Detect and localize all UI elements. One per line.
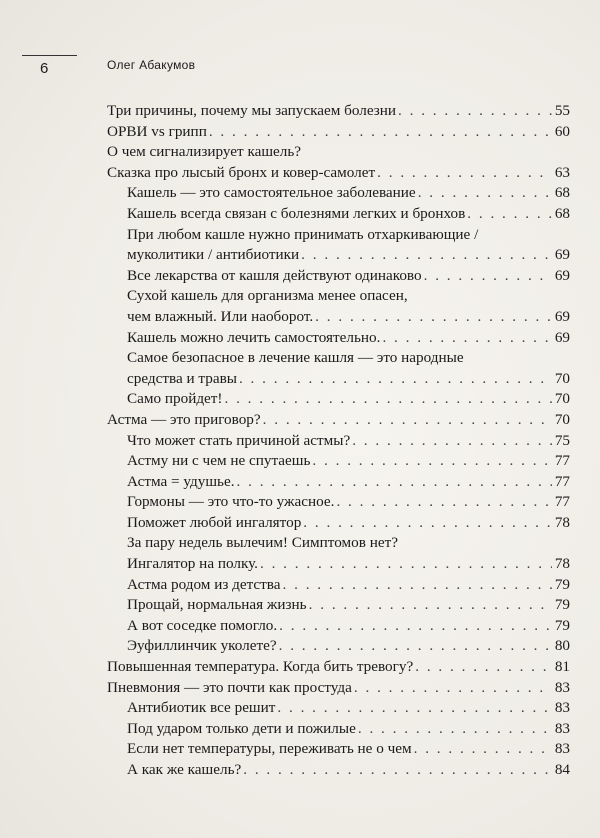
toc-entry — [107, 431, 570, 452]
toc-entry-title: Сказка про лысый бронх и ковер-самолет — [107, 163, 376, 181]
toc-entry-page: 80 — [554, 637, 570, 655]
toc-entry-title: Ингалятор на полку. — [127, 555, 258, 573]
toc-entry — [107, 307, 570, 328]
toc-leader-dots — [301, 245, 552, 266]
toc-leader-dots — [239, 369, 552, 390]
toc-leader-dots — [243, 760, 552, 781]
toc-leader-dots — [418, 183, 552, 204]
toc-entry — [107, 410, 570, 431]
toc-entry-title: Прощай, нормальная жизнь — [127, 596, 307, 614]
toc-entry — [107, 616, 570, 637]
toc-entry — [107, 739, 570, 760]
toc-entry — [107, 389, 570, 410]
toc-entry — [107, 554, 570, 575]
toc-entry-title: муколитики / антибиотики — [127, 246, 300, 264]
toc-entry-page: 78 — [554, 555, 570, 573]
toc-entry — [107, 245, 570, 266]
toc-entry-title: Антибиотик все решит — [127, 699, 276, 717]
toc-leader-dots — [315, 307, 552, 328]
toc-entry-title: чем влажный. Или наоборот. — [127, 307, 314, 325]
toc-entry — [107, 513, 570, 534]
toc-entry — [107, 183, 570, 204]
toc-entry-title: средства и травы — [127, 369, 237, 387]
toc-entry — [107, 328, 570, 349]
toc-entry-title: Если нет температуры, переживать не о чем — [127, 740, 412, 758]
toc-entry — [107, 636, 570, 657]
toc-entry — [107, 204, 570, 225]
toc-entry-title: Сухой кашель для организма менее опасен, — [127, 287, 408, 305]
toc-entry-title: Под ударом только дети и пожилые — [127, 719, 356, 737]
toc-entry — [107, 101, 570, 122]
toc-entry — [107, 719, 570, 740]
toc-entry-page: 69 — [554, 266, 570, 284]
toc-entry-title: Астму ни с чем не спутаешь — [127, 452, 311, 470]
toc-leader-dots — [354, 678, 552, 699]
toc-entry-page: 83 — [554, 699, 570, 717]
toc-entry-title: Что может стать причиной астмы? — [127, 431, 351, 449]
toc-entry-title: За пару недель вылечим! Симптомов нет? — [127, 534, 398, 552]
toc-entry-page: 77 — [554, 472, 570, 490]
toc-entry — [107, 348, 570, 369]
toc-entry-title: А как же кашель? — [127, 761, 242, 778]
toc-entry-page: 69 — [554, 246, 570, 264]
toc-entry-title: ОРВИ vs грипп — [107, 122, 207, 140]
toc-entry-page: 81 — [554, 658, 570, 676]
toc-leader-dots — [377, 163, 552, 184]
toc-leader-dots — [303, 513, 552, 534]
toc-entry-page: 77 — [554, 452, 570, 470]
toc-leader-dots — [415, 657, 552, 678]
toc-leader-dots — [260, 554, 552, 575]
toc-entry-page: 70 — [554, 410, 570, 428]
toc-entry-title: Кашель всегда связан с болезнями легких и бронхов — [127, 204, 466, 222]
toc-entry-title: Три причины, почему мы запускаем болезни — [107, 102, 396, 119]
toc-leader-dots — [279, 636, 552, 657]
toc-entry — [107, 286, 570, 307]
toc-leader-dots — [309, 595, 552, 616]
toc-entry-page: 60 — [554, 122, 570, 140]
toc-entry-title: Астма — это приговор? — [107, 410, 261, 428]
toc-entry-title: Астма родом из детства — [127, 575, 281, 593]
toc-entry-page: 70 — [554, 390, 570, 408]
toc-entry-page: 68 — [554, 204, 570, 222]
toc-leader-dots — [424, 266, 552, 287]
toc-entry-page: 83 — [554, 678, 570, 696]
toc-entry — [107, 575, 570, 596]
toc-entry-title: Гормоны — это что-то ужасное. — [127, 493, 335, 511]
running-head-author: Олег Абакумов — [107, 58, 196, 72]
toc-entry-page: 78 — [554, 513, 570, 531]
toc-leader-dots — [336, 492, 552, 513]
toc-entry-page: 79 — [554, 596, 570, 614]
toc-entry — [107, 595, 570, 616]
toc-entry — [107, 698, 570, 719]
page-number: 6 — [40, 60, 49, 77]
toc-entry — [107, 472, 570, 493]
toc-entry-page: 63 — [554, 163, 570, 181]
toc-entry-title: Все лекарства от кашля действуют одинаково — [127, 266, 422, 284]
toc-entry — [107, 142, 570, 163]
toc-entry — [107, 225, 570, 246]
toc-entry-page: 83 — [554, 740, 570, 758]
toc-entry-page: 68 — [554, 184, 570, 202]
toc-leader-dots — [224, 389, 552, 410]
toc-leader-dots — [209, 122, 552, 143]
toc-entry-page: 83 — [554, 719, 570, 737]
toc-entry-page: 79 — [554, 616, 570, 634]
toc-leader-dots — [398, 101, 552, 122]
running-header — [0, 0, 600, 100]
toc-entry-title: Кашель — это самостоятельное заболевание — [127, 184, 416, 202]
toc-entry — [107, 657, 570, 678]
toc-entry-page: 84 — [554, 761, 570, 778]
toc-entry-page: 69 — [554, 328, 570, 346]
toc-entry-page: 77 — [554, 493, 570, 511]
toc-entry-title: При любом кашле нужно принимать отхаркивающие / — [127, 225, 479, 243]
toc-leader-dots — [277, 698, 552, 719]
toc-leader-dots — [382, 328, 552, 349]
toc-entry-page: 75 — [554, 431, 570, 449]
toc-entry — [107, 369, 570, 390]
toc-entry-title: Само пройдет! — [127, 390, 223, 408]
toc-entry-title: Эуфиллинчик уколете? — [127, 637, 277, 655]
toc-leader-dots — [263, 410, 552, 431]
toc-entry — [107, 533, 570, 554]
toc-entry-page: 69 — [554, 307, 570, 325]
toc-entry-title: Поможет любой ингалятор — [127, 513, 302, 531]
toc-leader-dots — [237, 472, 553, 493]
toc-entry-title: Кашель можно лечить самостоятельно. — [127, 328, 381, 346]
toc-entry-page: 70 — [554, 369, 570, 387]
toc-leader-dots — [312, 451, 552, 472]
toc-entry — [107, 760, 570, 781]
toc-entry — [107, 492, 570, 513]
toc-entry-title: Самое безопасное в лечение кашля — это народные — [127, 349, 464, 367]
toc-leader-dots — [414, 739, 552, 760]
toc-entry — [107, 451, 570, 472]
toc-entry — [107, 163, 570, 184]
toc-entry-title: А вот соседке помогло. — [127, 616, 278, 634]
toc-entry — [107, 678, 570, 699]
toc-entry-title: Пневмония — это почти как простуда — [107, 678, 352, 696]
toc-entry-page: 79 — [554, 575, 570, 593]
toc-entry-title: О чем сигнализирует кашель? — [107, 143, 302, 161]
toc-entry-page: 55 — [554, 102, 570, 119]
toc-leader-dots — [352, 431, 552, 452]
toc-entry — [107, 266, 570, 287]
toc-entry — [107, 122, 570, 143]
header-rule — [22, 55, 77, 56]
toc-entry-title: Повышенная температура. Когда бить тревогу? — [107, 658, 414, 676]
toc-leader-dots — [358, 719, 552, 740]
table-of-contents — [107, 101, 570, 781]
toc-entry-title: Астма = удушье. — [127, 472, 235, 490]
toc-leader-dots — [279, 616, 552, 637]
toc-leader-dots — [283, 575, 552, 596]
toc-leader-dots — [467, 204, 552, 225]
